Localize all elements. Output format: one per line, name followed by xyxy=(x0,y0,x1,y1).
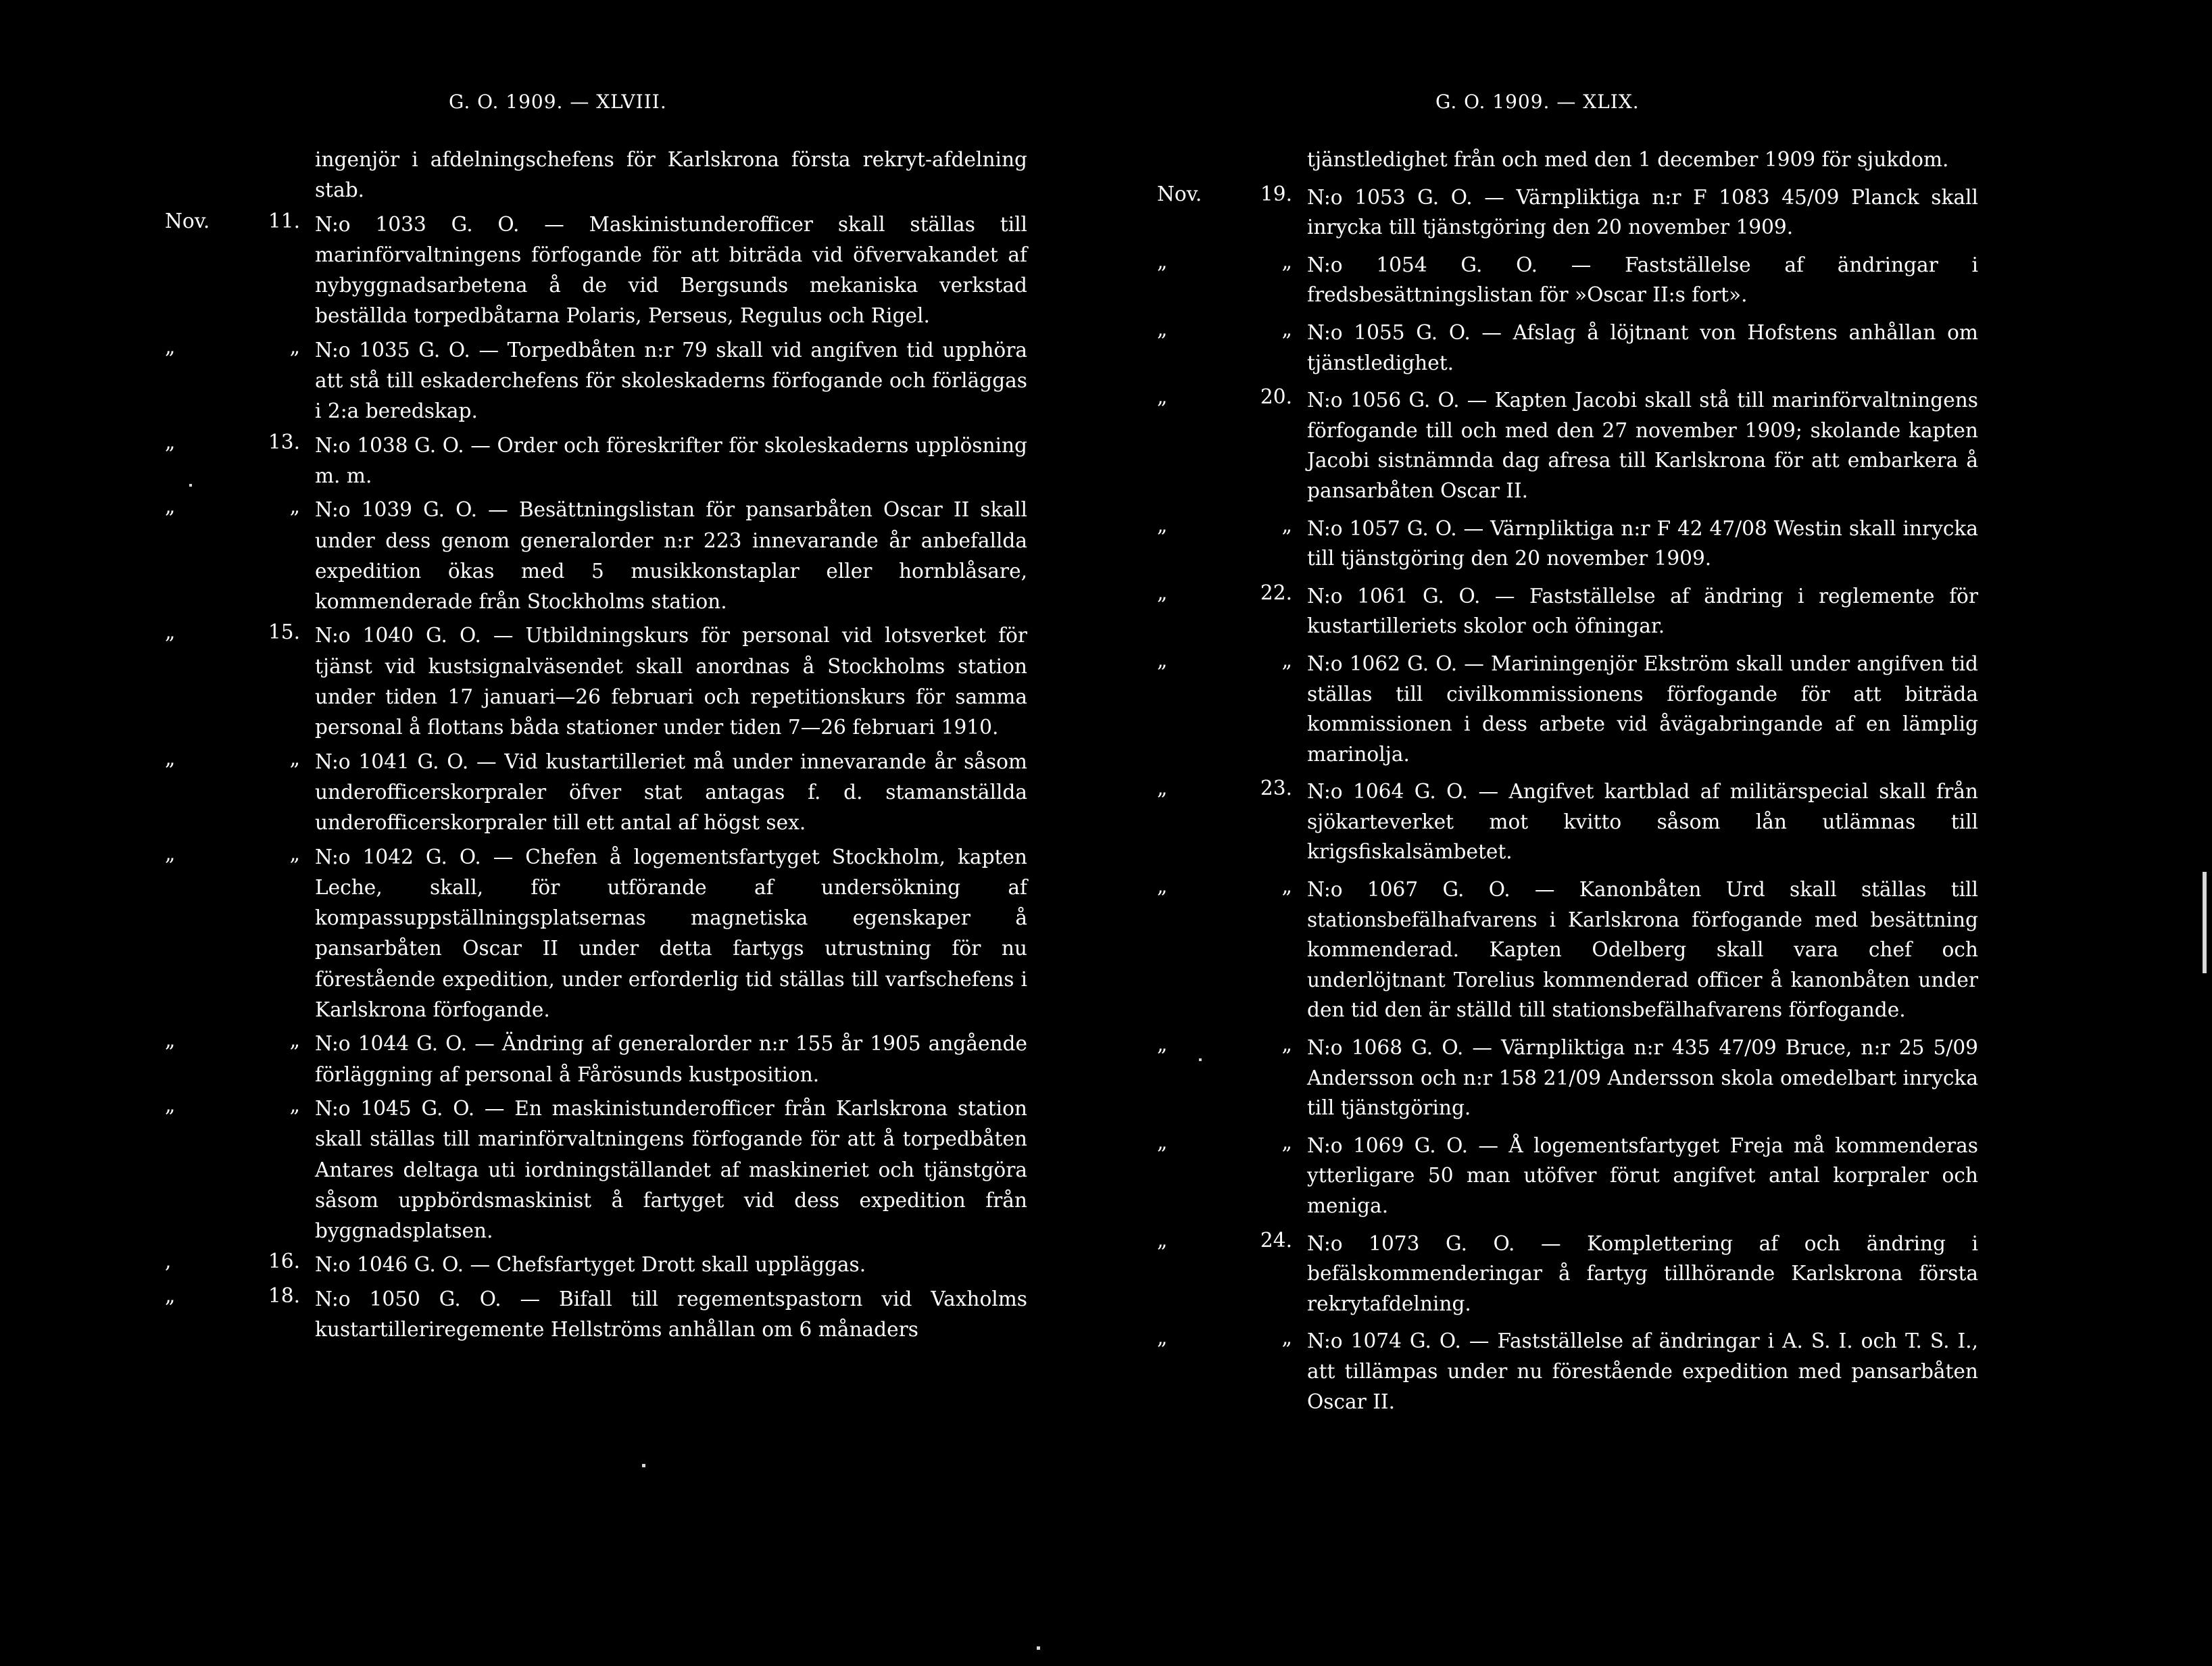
entry-month: „ xyxy=(165,1283,176,1307)
order-entry xyxy=(1157,250,1978,310)
entry-text: N:o 1042 G. O. — Chefen å logementsfartyget Stockholm, kapten Leche, skall, för utförande af undersökning af kompassuppställningsplatsernas magnetiska egenskaper å pansarbåten Oscar II under detta fartygs utrustning för nu förestående expedition, under erforderlig tid ställas till varfschefens i Karlskrona förfogande. xyxy=(315,845,1027,1022)
scan-artifact xyxy=(2203,872,2207,973)
entry-month: „ xyxy=(165,495,176,518)
entry-text: ingenjör i afdelningschefens för Karlskrona första rekryt-afdelning stab. xyxy=(315,148,1027,202)
scan-artifact xyxy=(1037,1646,1040,1650)
order-entry xyxy=(1157,1326,1978,1417)
entry-text: N:o 1054 G. O. — Fastställelse af ändringar i fredsbesättningslistan för »Oscar II:s fort». xyxy=(1307,253,1978,307)
entry-day: 13. xyxy=(268,430,300,454)
order-entry xyxy=(1157,1229,1978,1319)
entry-text: N:o 1067 G. O. — Kanonbåten Urd skall ställas till stationsbefälhafvarens i Karlskrona förfogande med besättning kommenderad. Kapten Odelberg skall vara chef och underlöjtnant Torelius kommenderad officer å kanonbåten under den tid den är ställd till stationsbefälhafvarens förfogande. xyxy=(1307,878,1978,1022)
entry-month: „ xyxy=(1157,1326,1168,1350)
entry-day: 16. xyxy=(268,1250,300,1273)
order-entry xyxy=(1157,581,1978,641)
order-entry xyxy=(165,1094,1027,1246)
order-entry xyxy=(1157,1131,1978,1221)
order-entry xyxy=(1157,318,1978,378)
order-entry xyxy=(1157,145,1978,175)
entry-month: „ xyxy=(165,746,176,770)
entry-month: „ xyxy=(165,620,176,644)
entry-text: N:o 1069 G. O. — Å logementsfartyget Freja må kommenderas ytterligare 50 man utöfver förut angifvet antal korpraler och meniga. xyxy=(1307,1133,1978,1217)
entry-text: N:o 1035 G. O. — Torpedbåten n:r 79 skall vid angifven tid upphöra att stå till eskaderchefens för skoleskaderns förfogande och förläggas i 2:a beredskap. xyxy=(315,338,1027,423)
scan-artifact xyxy=(1199,1058,1202,1061)
entry-text: N:o 1057 G. O. — Värnpliktiga n:r F 42 47/08 Westin skall inrycka till tjänstgöring den 20 november 1909. xyxy=(1307,516,1978,570)
entry-month: „ xyxy=(1157,777,1168,800)
entry-text: N:o 1056 G. O. — Kapten Jacobi skall stå till marinförvaltningens förfogande till och med den 27 november 1909; skolande kapten Jacobi sistnämnda dag afresa till Karlskrona för att embarkera å pansarbåten Oscar II. xyxy=(1307,389,1978,502)
entry-day: 15. xyxy=(268,620,300,644)
entry-day: „ xyxy=(1281,249,1292,273)
entry-day: 19. xyxy=(1260,182,1292,205)
entry-day: „ xyxy=(289,746,300,770)
entry-month: „ xyxy=(165,430,176,454)
entry-month: „ xyxy=(165,1029,176,1052)
entry-text: N:o 1040 G. O. — Utbildningskurs för personal vid lotsverket för tjänst vid kustsignalväsendet skall anordnas å Stockholms station under tiden 17 januari—26 februari och repetitionskurs för samma personal å flottans båda stationer under tiden 7—26 februari 1910. xyxy=(315,624,1027,739)
entry-month: „ xyxy=(1157,875,1168,898)
left-page xyxy=(165,145,1027,1348)
entry-month: „ xyxy=(165,841,176,865)
entry-text: N:o 1039 G. O. — Besättningslistan för pansarbåten Oscar II skall under dess genom generalorder n:r 223 innevarande år anbefallda expedition ökas med 5 musikkonstaplar eller hornblåsare, kommenderade från Stockholms station. xyxy=(315,498,1027,614)
entry-day: 23. xyxy=(1260,777,1292,800)
entry-day: „ xyxy=(1281,317,1292,341)
entry-day: „ xyxy=(1281,513,1292,537)
entry-text: N:o 1074 G. O. — Fastställelse af ändringar i A. S. I. och T. S. I., att tillämpas under nu förestående expedition med pansarbåten Oscar II. xyxy=(1307,1329,1978,1413)
entry-month: „ xyxy=(1157,1228,1168,1252)
order-entry xyxy=(1157,875,1978,1025)
order-entry xyxy=(165,747,1027,839)
entry-month: „ xyxy=(1157,513,1168,537)
entry-text: N:o 1062 G. O. — Mariningenjör Ekström skall under angifven tid ställas till civilkommissionens förfogande för att biträda kommissionen i dess arbete vid åvägabringande af en lämplig marinolja. xyxy=(1307,652,1978,766)
order-entry xyxy=(165,620,1027,743)
scan-artifact xyxy=(642,1464,645,1467)
entry-month: „ xyxy=(1157,249,1168,273)
order-entry xyxy=(1157,182,1978,243)
entry-text: N:o 1044 G. O. — Ändring af generalorder n:r 155 år 1905 angående förläggning af personal å Fårösunds kustposition. xyxy=(315,1032,1027,1086)
entry-day: 22. xyxy=(1260,581,1292,604)
entry-day: „ xyxy=(289,495,300,518)
entry-day: „ xyxy=(289,841,300,865)
entry-day: „ xyxy=(1281,1130,1292,1154)
order-entry xyxy=(165,1284,1027,1346)
scan-artifact xyxy=(189,484,192,487)
entry-text: N:o 1041 G. O. — Vid kustartilleriet må under innevarande år såsom underofficerskorpraler öfver stat antagas f. d. stamanställda underofficerskorpraler till ett antal af högst sex. xyxy=(315,750,1027,835)
entry-text: N:o 1068 G. O. — Värnpliktiga n:r 435 47/09 Bruce, n:r 25 5/09 Andersson och n:r 158 21/09 Andersson skola omedelbart inrycka till tjänstgöring. xyxy=(1307,1036,1978,1120)
entry-month: Nov. xyxy=(165,209,210,232)
entry-text: N:o 1061 G. O. — Fastställelse af ändring i reglemente för kustartilleriets skolor och öfningar. xyxy=(1307,584,1978,638)
entry-day: 20. xyxy=(1260,385,1292,409)
right-page xyxy=(1157,145,1978,1424)
entry-text: N:o 1055 G. O. — Afslag å löjtnant von Hofstens anhållan om tjänstledighet. xyxy=(1307,320,1978,374)
right-page-header: G. O. 1909. — XLIX. xyxy=(1435,91,1640,113)
entry-text: N:o 1033 G. O. — Maskinistunderofficer skall ställas till marinförvaltningens förfogande för att biträda vid öfvervakandet af nybyggnadsarbetena å de vid Bergsunds mekaniska verkstad beställda torpedbåtarna Polaris, Perseus, Regulus och Rigel. xyxy=(315,212,1027,328)
entry-day: 24. xyxy=(1260,1228,1292,1252)
order-entry xyxy=(1157,385,1978,506)
order-entry xyxy=(1157,514,1978,574)
order-entry xyxy=(165,1250,1027,1280)
entry-text: N:o 1046 G. O. — Chefsfartyget Drott skall uppläggas. xyxy=(315,1253,866,1277)
entry-text: N:o 1073 G. O. — Komplettering af och ändring i befälskommenderingar å fartyg tillhörande Karlskrona första rekrytafdelning. xyxy=(1307,1231,1978,1315)
order-entry xyxy=(1157,649,1978,769)
entry-day: „ xyxy=(289,1029,300,1052)
entry-month: „ xyxy=(1157,648,1168,672)
entry-day: „ xyxy=(289,335,300,358)
entry-text: N:o 1038 G. O. — Order och föreskrifter för skoleskaderns upplösning m. m. xyxy=(315,433,1027,487)
entry-day: „ xyxy=(1281,875,1292,898)
order-entry xyxy=(165,1029,1027,1090)
order-entry xyxy=(165,335,1027,427)
order-entry xyxy=(165,842,1027,1026)
entry-month: , xyxy=(165,1250,172,1273)
entry-month: Nov. xyxy=(1157,182,1202,205)
entry-text: N:o 1053 G. O. — Värnpliktiga n:r F 1083 45/09 Planck skall inrycka till tjänstgöring den 20 november 1909. xyxy=(1307,185,1978,239)
order-entry xyxy=(1157,777,1978,867)
entry-day: „ xyxy=(1281,1326,1292,1350)
entry-text: N:o 1045 G. O. — En maskinistunderofficer från Karlskrona station skall ställas till marinförvaltningens förfogande för att å torpedbåten Antares deltaga uti iordningställandet af maskineriet och tjänstgöra såsom uppbördsmaskinist å fartyget vid dess expedition från byggnadsplatsen. xyxy=(315,1096,1027,1243)
entry-day: 11. xyxy=(268,209,300,232)
entry-day: „ xyxy=(1281,648,1292,672)
left-page-header: G. O. 1909. — XLVIII. xyxy=(449,91,667,113)
entry-day: „ xyxy=(289,1093,300,1117)
entry-month: „ xyxy=(1157,1033,1168,1056)
entry-text: N:o 1064 G. O. — Angifvet kartblad af militärspecial skall från sjökarteverket mot kvitto såsom lån utlämnas till krigsfiskalsämbetet. xyxy=(1307,780,1978,864)
entry-day: „ xyxy=(1281,1033,1292,1056)
entry-text: N:o 1050 G. O. — Bifall till regementspastorn vid Vaxholms kustartilleriregemente Hellströms anhållan om 6 månaders xyxy=(315,1287,1027,1341)
entry-day: 18. xyxy=(268,1283,300,1307)
entry-month: „ xyxy=(165,1093,176,1117)
entry-month: „ xyxy=(1157,1130,1168,1154)
entry-month: „ xyxy=(1157,581,1168,604)
order-entry xyxy=(165,431,1027,492)
entry-text: tjänstledighet från och med den 1 december 1909 för sjukdom. xyxy=(1307,148,1949,171)
entry-month: „ xyxy=(165,335,176,358)
entry-month: „ xyxy=(1157,317,1168,341)
order-entry xyxy=(165,210,1027,332)
order-entry xyxy=(165,145,1027,206)
entry-month: „ xyxy=(1157,385,1168,409)
order-entry xyxy=(165,495,1027,617)
order-entry xyxy=(1157,1033,1978,1123)
